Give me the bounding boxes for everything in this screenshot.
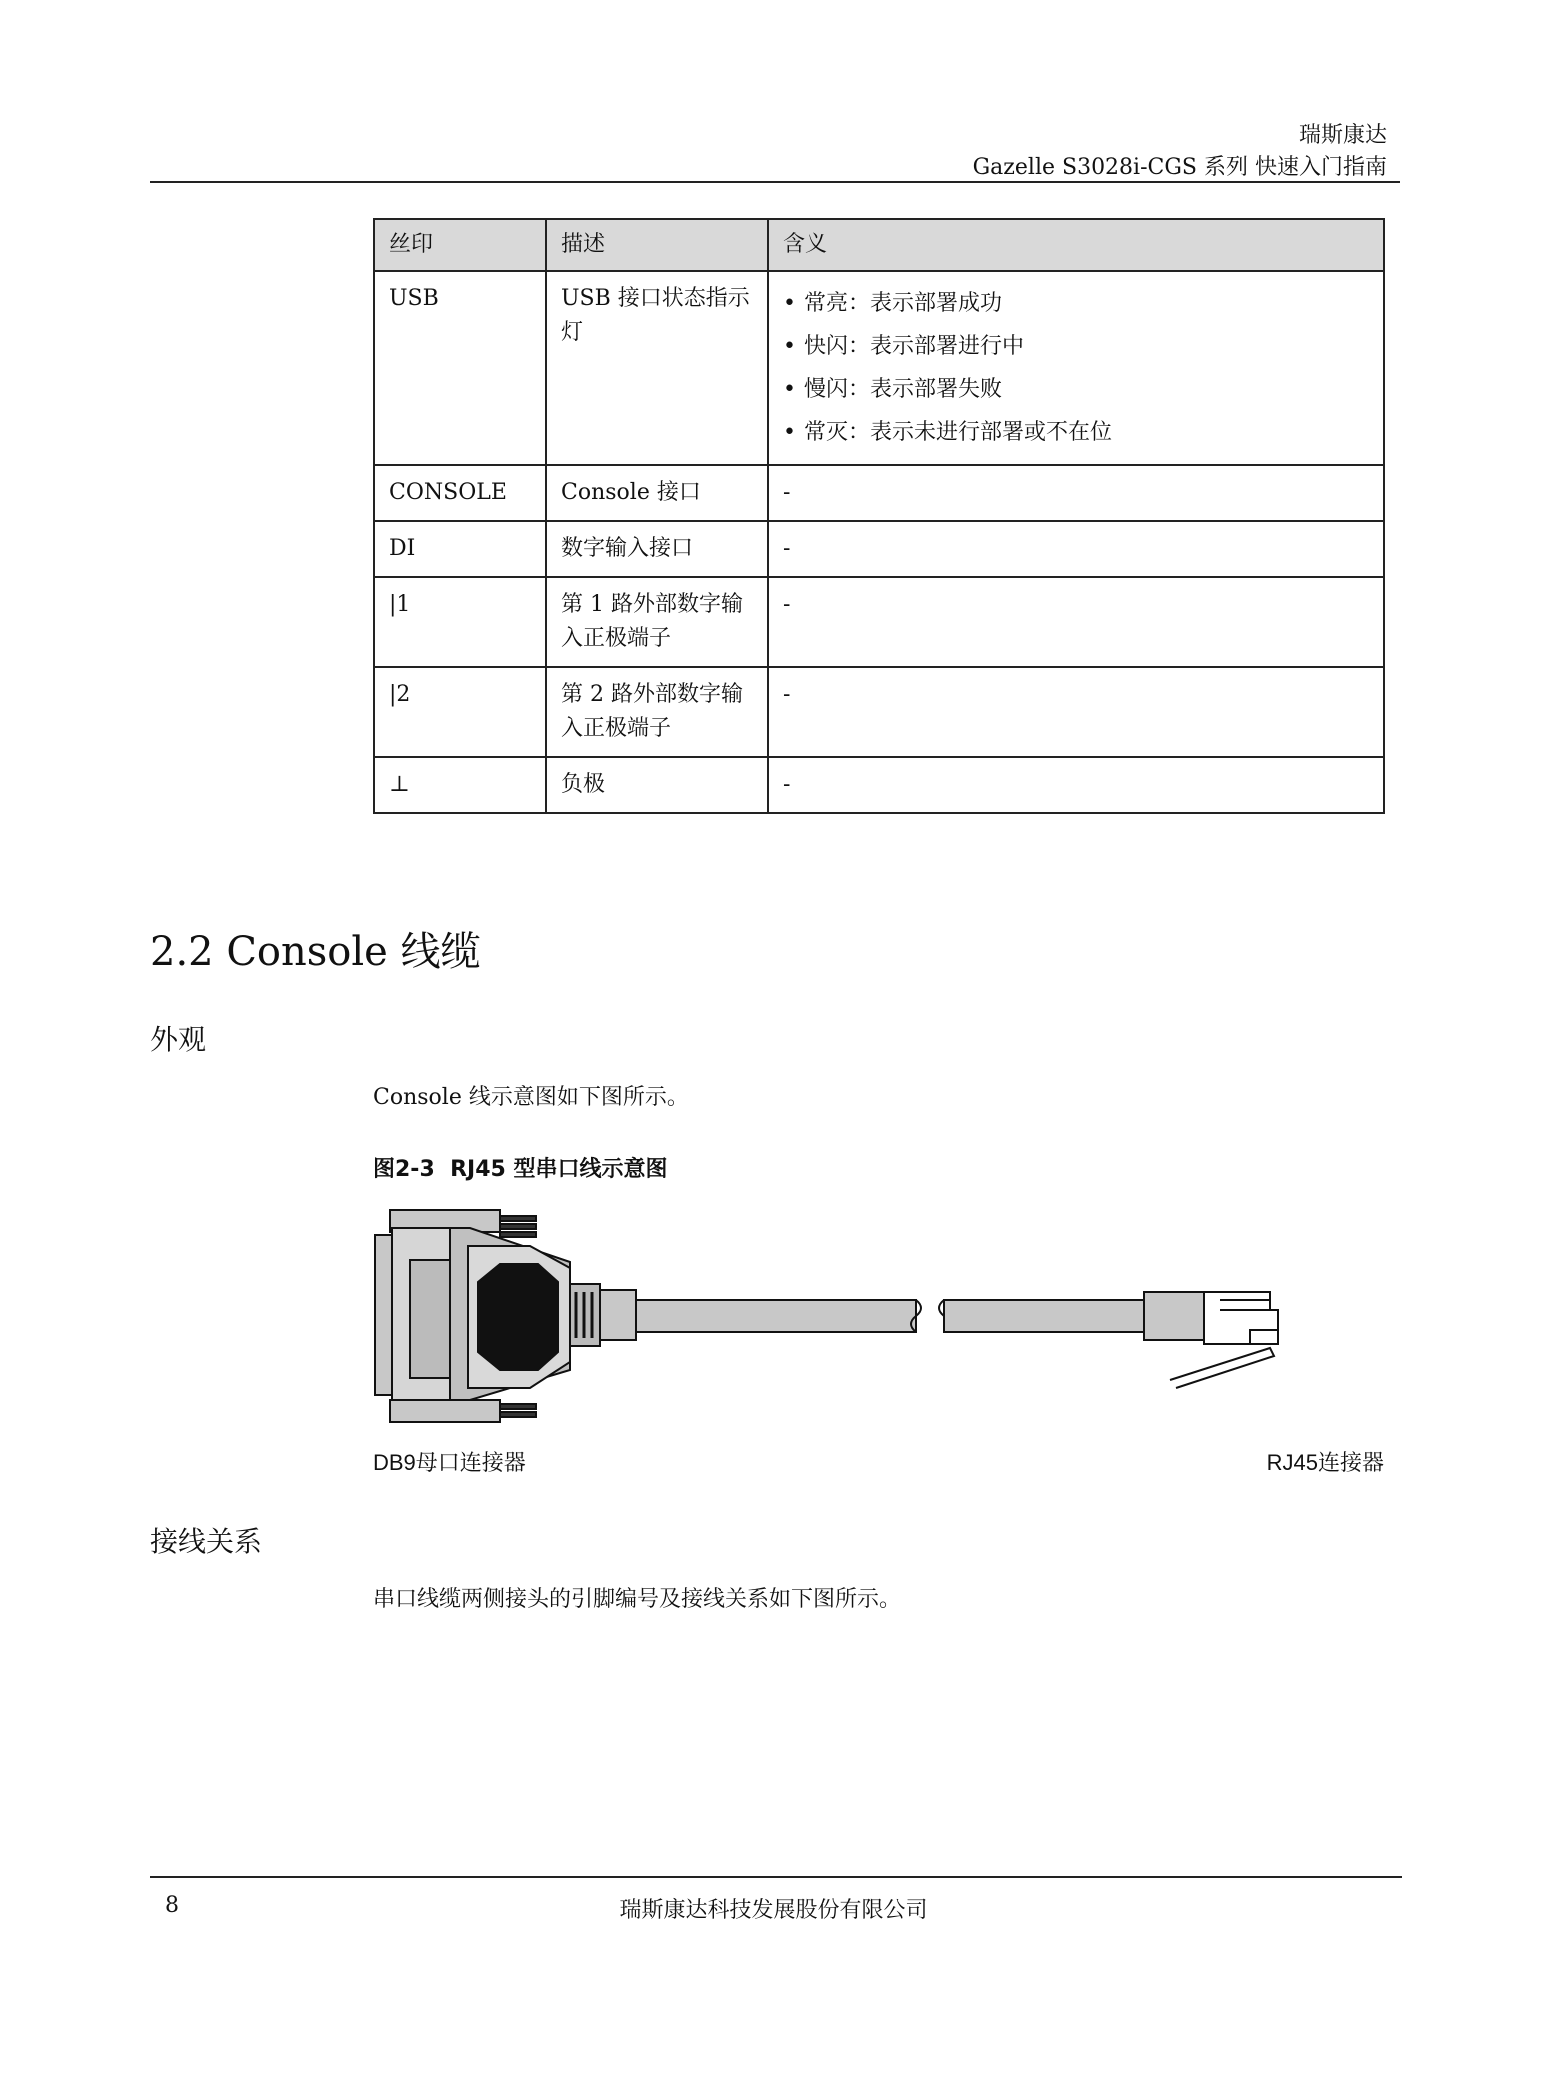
table-row [374, 521, 1384, 577]
table-cell-desc: 数字输入接口 [546, 521, 768, 577]
list-item: • 常亮：表示部署成功 [783, 282, 1369, 325]
db9-grip [478, 1264, 558, 1370]
table-row [374, 465, 1384, 521]
table-cell-desc: 负极 [546, 757, 768, 813]
section-title: 2.2 Console 线缆 [150, 929, 481, 975]
led-table [373, 218, 1385, 814]
table-header-row [374, 219, 1384, 271]
table-row [374, 757, 1384, 813]
table-cell-mark: USB [374, 271, 546, 465]
table-cell-desc: USB 接口状态指示灯 [546, 271, 768, 465]
table-cell-mark: |1 [374, 577, 546, 667]
table-cell-meaning: - [768, 521, 1384, 577]
page-number: 8 [165, 1893, 179, 1918]
table-row [374, 577, 1384, 667]
table-cell-desc: Console 接口 [546, 465, 768, 521]
db9-screw-bottom [500, 1404, 536, 1417]
header-rule [150, 181, 1400, 183]
table-cell-meaning: - [768, 577, 1384, 667]
db9-connector-label: DB9母口连接器 [373, 1450, 526, 1475]
rj45-clip [1170, 1348, 1274, 1388]
table-cell-meaning: - [768, 757, 1384, 813]
wiring-text: 串口线缆两侧接头的引脚编号及接线关系如下图所示。 [373, 1587, 902, 1612]
header-guide-title: Gazelle S3028i-CGS 系列 快速入门指南 [972, 155, 1387, 180]
table-cell-mark: ⊥ [374, 757, 546, 813]
cable-left-segment [636, 1300, 916, 1332]
footer-company: 瑞斯康达科技发展股份有限公司 [619, 1898, 928, 1923]
appearance-heading: 外观 [150, 1023, 207, 1056]
console-cable-illustration [370, 1200, 1390, 1440]
list-item: • 慢闪：表示部署失败 [783, 368, 1369, 411]
table-cell-meaning: - [768, 465, 1384, 521]
list-item: • 常灭：表示未进行部署或不在位 [783, 411, 1369, 454]
list-item: • 快闪：表示部署进行中 [783, 325, 1369, 368]
rj45-latch [1250, 1330, 1278, 1344]
appearance-text: Console 线示意图如下图所示。 [373, 1085, 689, 1110]
rj45-connector-label: RJ45连接器 [1266, 1450, 1384, 1475]
wiring-heading: 接线关系 [150, 1525, 263, 1558]
rj45-body [1144, 1292, 1204, 1340]
column-header: 丝印 [374, 219, 546, 271]
table-cell-meaning: - [768, 667, 1384, 757]
table-cell-meaning [768, 271, 1384, 465]
db9-socket [410, 1260, 450, 1378]
table-row [374, 667, 1384, 757]
meaning-list [783, 282, 1369, 454]
table-row [374, 271, 1384, 465]
column-header: 含义 [768, 219, 1384, 271]
table-cell-mark: |2 [374, 667, 546, 757]
table-cell-mark: CONSOLE [374, 465, 546, 521]
db9-screw-top [500, 1216, 536, 1237]
table-cell-mark: DI [374, 521, 546, 577]
table-cell-desc: 第 2 路外部数字输入正极端子 [546, 667, 768, 757]
figure-caption [373, 1152, 667, 1183]
table-cell-desc: 第 1 路外部数字输入正极端子 [546, 577, 768, 667]
cable-right-segment [944, 1300, 1144, 1332]
boot [600, 1290, 636, 1340]
header-company: 瑞斯康达 [1298, 123, 1387, 148]
db9-screw-bottom-plate [390, 1400, 500, 1422]
footer-rule [150, 1876, 1402, 1878]
figure-number: 图2-3 [373, 1157, 435, 1182]
figure-title: RJ45 型串口线示意图 [450, 1157, 668, 1182]
column-header: 描述 [546, 219, 768, 271]
